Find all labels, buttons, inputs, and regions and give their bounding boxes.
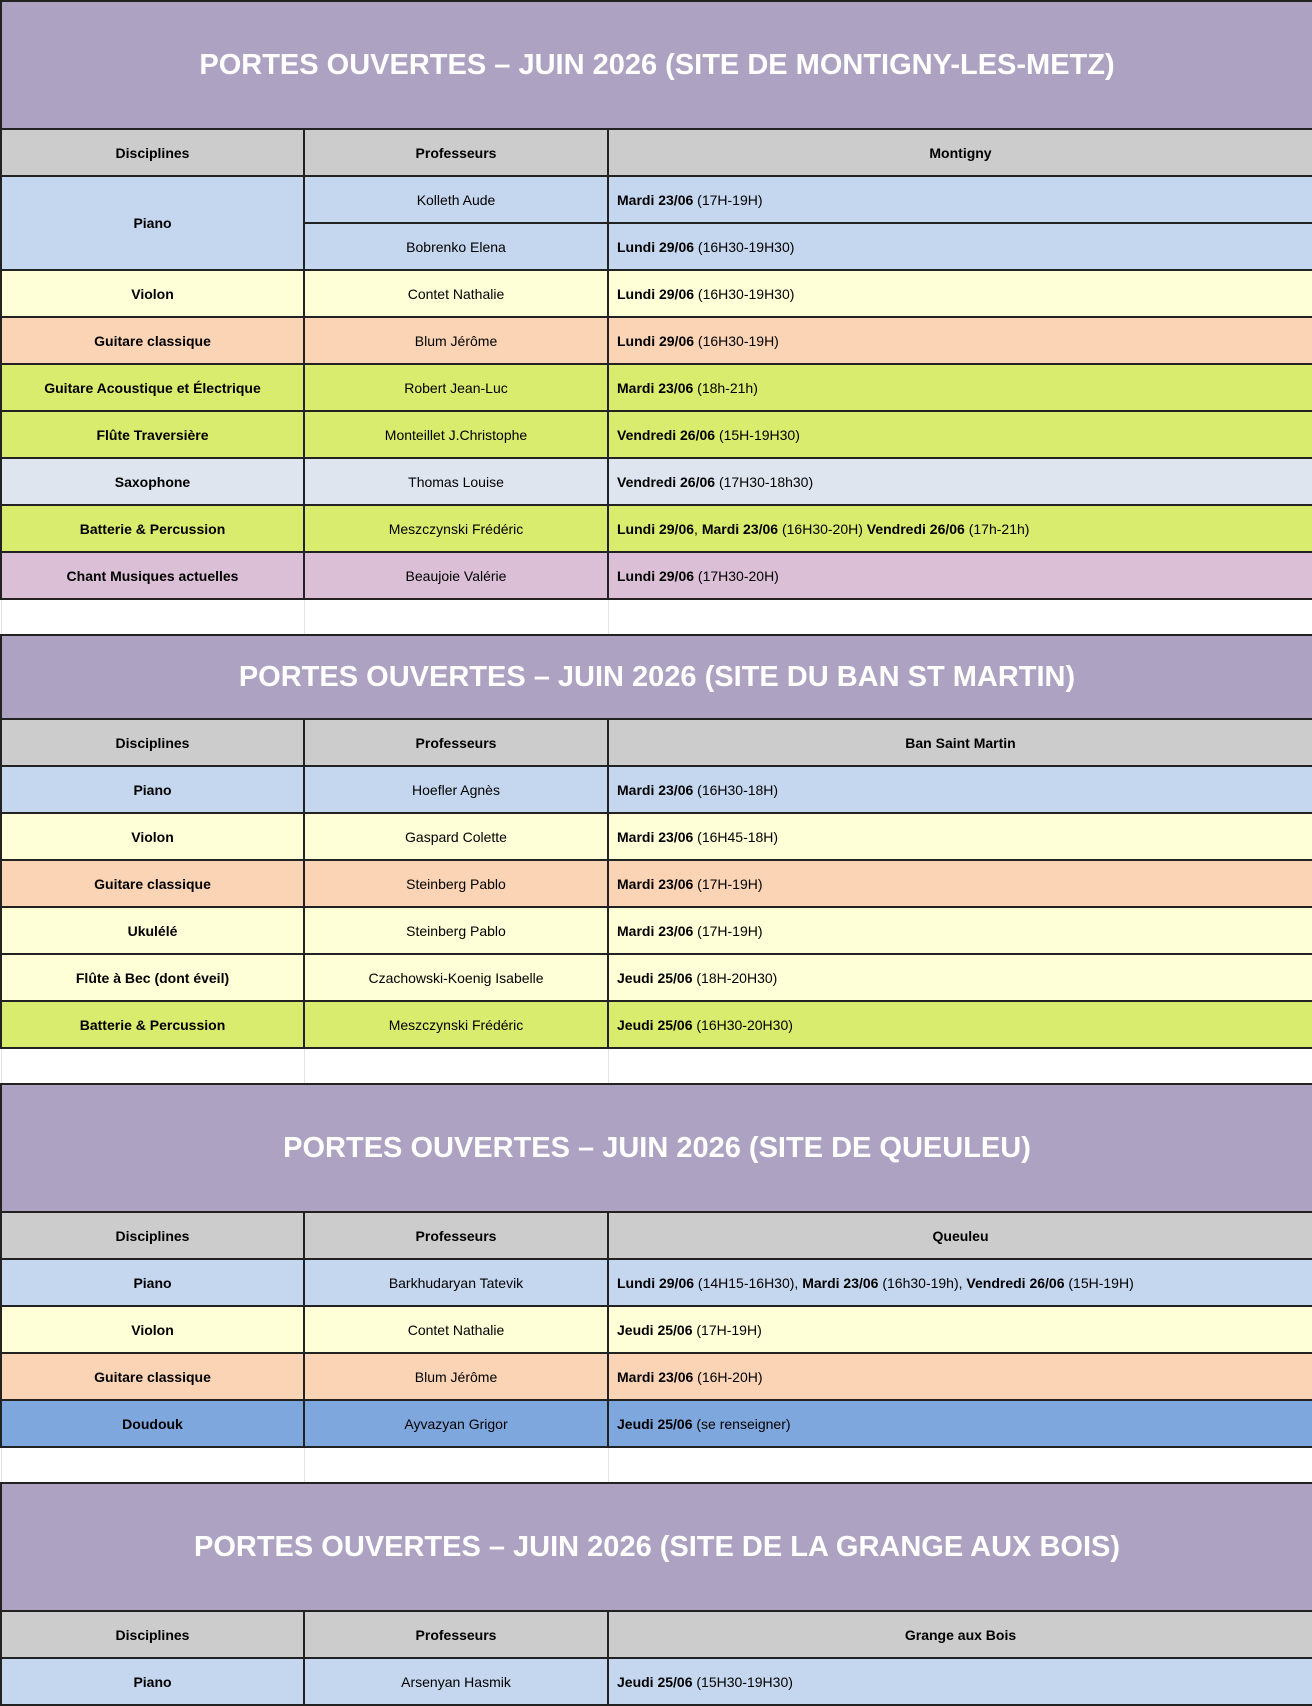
date-label: Jeudi 25/06	[617, 1673, 693, 1690]
professor-cell: Blum Jérôme	[304, 1353, 608, 1400]
spacer-row	[1, 1447, 1312, 1482]
table-row	[1, 813, 1312, 860]
discipline-cell: Piano	[1, 1259, 304, 1306]
discipline-cell: Guitare classique	[1, 317, 304, 364]
discipline-cell: Piano	[1, 1658, 304, 1705]
date-label: Lundi 29/06	[617, 332, 695, 349]
column-header-professeurs: Professeurs	[304, 1611, 608, 1658]
section-title: PORTES OUVERTES – JUIN 2026 (SITE DE MONTIGNY-LES-METZ)	[1, 1, 1312, 129]
date-label: Vendredi 26/06	[866, 520, 965, 537]
time-range: (15H-19H30)	[715, 426, 800, 443]
time-range: (17H-19H)	[693, 922, 763, 939]
table-row	[1, 317, 1312, 364]
date-label: Lundi 29/06	[617, 520, 695, 537]
professor-cell: Barkhudaryan Tatevik	[304, 1259, 608, 1306]
time-range: (14H15-16H30),	[694, 1274, 803, 1291]
time-range: (17H30-18h30)	[715, 473, 814, 490]
time-range: (16h30-19h),	[878, 1274, 967, 1291]
date-label: Vendredi 26/06	[617, 473, 716, 490]
discipline-cell: Violon	[1, 270, 304, 317]
table-row	[1, 907, 1312, 954]
discipline-cell: Batterie & Percussion	[1, 1001, 304, 1048]
date-label: Mardi 23/06	[617, 828, 694, 845]
table-row	[1, 176, 1312, 223]
professor-cell: Meszczynski Frédéric	[304, 505, 608, 552]
dates-cell	[608, 270, 1312, 317]
dates-cell	[608, 860, 1312, 907]
dates-cell	[608, 1353, 1312, 1400]
time-range: (17h-21h)	[964, 520, 1030, 537]
time-range: (16H30-19H)	[694, 332, 779, 349]
dates-cell	[608, 552, 1312, 599]
date-label: Mardi 23/06	[617, 1368, 694, 1385]
professor-cell: Contet Nathalie	[304, 1306, 608, 1353]
professor-cell: Steinberg Pablo	[304, 907, 608, 954]
table-row	[1, 954, 1312, 1001]
professor-cell: Ayvazyan Grigor	[304, 1400, 608, 1447]
time-range: (18H-20H30)	[692, 969, 778, 986]
date-label: Mardi 23/06	[617, 379, 694, 396]
dates-cell	[608, 317, 1312, 364]
professor-cell: Bobrenko Elena	[304, 223, 608, 270]
discipline-cell: Guitare Acoustique et Électrique	[1, 364, 304, 411]
section-montigny	[0, 0, 1312, 634]
discipline-cell: Flûte Traversière	[1, 411, 304, 458]
date-label: Lundi 29/06	[617, 567, 695, 584]
section-title: PORTES OUVERTES – JUIN 2026 (SITE DE QUEULEU)	[1, 1084, 1312, 1212]
discipline-cell: Piano	[1, 176, 304, 270]
professor-cell: Hoefler Agnès	[304, 766, 608, 813]
column-header-professeurs: Professeurs	[304, 1212, 608, 1259]
dates-cell	[608, 458, 1312, 505]
date-label: Mardi 23/06	[617, 781, 694, 798]
table-row	[1, 1353, 1312, 1400]
dates-cell	[608, 1259, 1312, 1306]
date-label: Jeudi 25/06	[617, 1321, 693, 1338]
discipline-cell: Guitare classique	[1, 860, 304, 907]
discipline-cell: Flûte à Bec (dont éveil)	[1, 954, 304, 1001]
table-row	[1, 270, 1312, 317]
date-label: Vendredi 26/06	[966, 1274, 1065, 1291]
date-label: Mardi 23/06	[617, 922, 694, 939]
dates-cell	[608, 505, 1312, 552]
date-label: Jeudi 25/06	[617, 1415, 693, 1432]
section-title: PORTES OUVERTES – JUIN 2026 (SITE DU BAN ST MARTIN)	[1, 635, 1312, 719]
spacer-row	[1, 1048, 1312, 1083]
time-range: (16H-20H)	[693, 1368, 763, 1385]
professor-cell: Czachowski-Koenig Isabelle	[304, 954, 608, 1001]
discipline-cell: Saxophone	[1, 458, 304, 505]
table-row	[1, 860, 1312, 907]
table-row	[1, 364, 1312, 411]
discipline-cell: Ukulélé	[1, 907, 304, 954]
dates-cell	[608, 364, 1312, 411]
time-range: (17H-19H)	[693, 875, 763, 892]
table-row	[1, 1306, 1312, 1353]
column-header-site: Montigny	[608, 129, 1312, 176]
date-label: Lundi 29/06	[617, 238, 695, 255]
time-range: (17H-19H)	[692, 1321, 762, 1338]
professor-cell: Gaspard Colette	[304, 813, 608, 860]
table-row	[1, 1400, 1312, 1447]
table-row	[1, 458, 1312, 505]
time-range: (16H30-19H30)	[694, 238, 795, 255]
discipline-cell: Batterie & Percussion	[1, 505, 304, 552]
table-row	[1, 1658, 1312, 1705]
column-header-disciplines: Disciplines	[1, 129, 304, 176]
time-range: (15H-19H)	[1064, 1274, 1134, 1291]
dates-cell	[608, 223, 1312, 270]
column-header-disciplines: Disciplines	[1, 1611, 304, 1658]
discipline-cell: Piano	[1, 766, 304, 813]
time-range: (16H45-18H)	[693, 828, 779, 845]
professor-cell: Beaujoie Valérie	[304, 552, 608, 599]
date-label: Jeudi 25/06	[617, 1016, 693, 1033]
dates-cell	[608, 176, 1312, 223]
discipline-cell: Doudouk	[1, 1400, 304, 1447]
table-row	[1, 1001, 1312, 1048]
time-range: (17H30-20H)	[694, 567, 779, 584]
time-range: (16H30-20H30)	[692, 1016, 793, 1033]
time-range: (16H30-19H30)	[694, 285, 795, 302]
professor-cell: Steinberg Pablo	[304, 860, 608, 907]
time-range: (15H30-19H30)	[692, 1673, 793, 1690]
professor-cell: Meszczynski Frédéric	[304, 1001, 608, 1048]
date-label: Lundi 29/06	[617, 1274, 695, 1291]
time-range: ,	[694, 520, 702, 537]
column-header-site: Ban Saint Martin	[608, 719, 1312, 766]
dates-cell	[608, 1658, 1312, 1705]
dates-cell	[608, 1001, 1312, 1048]
date-label: Jeudi 25/06	[617, 969, 693, 986]
column-header-site: Grange aux Bois	[608, 1611, 1312, 1658]
section-queuleu	[0, 1083, 1312, 1482]
section-title: PORTES OUVERTES – JUIN 2026 (SITE DE LA GRANGE AUX BOIS)	[1, 1483, 1312, 1611]
professor-cell: Contet Nathalie	[304, 270, 608, 317]
table-row	[1, 766, 1312, 813]
spacer-row	[1, 599, 1312, 634]
column-header-professeurs: Professeurs	[304, 129, 608, 176]
date-label: Mardi 23/06	[617, 875, 694, 892]
column-header-professeurs: Professeurs	[304, 719, 608, 766]
date-label: Mardi 23/06	[617, 191, 694, 208]
professor-cell: Robert Jean-Luc	[304, 364, 608, 411]
date-label: Lundi 29/06	[617, 285, 695, 302]
table-row	[1, 505, 1312, 552]
time-range: (16H30-20H)	[778, 520, 867, 537]
time-range: (17H-19H)	[693, 191, 763, 208]
column-header-site: Queuleu	[608, 1212, 1312, 1259]
section-grange-aux-bois	[0, 1482, 1312, 1706]
professor-cell: Arsenyan Hasmik	[304, 1658, 608, 1705]
column-header-disciplines: Disciplines	[1, 1212, 304, 1259]
time-range: (18h-21h)	[693, 379, 758, 396]
professor-cell: Blum Jérôme	[304, 317, 608, 364]
dates-cell	[608, 411, 1312, 458]
dates-cell	[608, 907, 1312, 954]
dates-cell	[608, 954, 1312, 1001]
column-header-disciplines: Disciplines	[1, 719, 304, 766]
date-label: Mardi 23/06	[701, 520, 779, 537]
section-ban-saint-martin	[0, 634, 1312, 1083]
time-range: (16H30-18H)	[693, 781, 779, 798]
discipline-cell: Violon	[1, 813, 304, 860]
date-label: Mardi 23/06	[802, 1274, 879, 1291]
professor-cell: Kolleth Aude	[304, 176, 608, 223]
dates-cell	[608, 1306, 1312, 1353]
dates-cell	[608, 1400, 1312, 1447]
discipline-cell: Chant Musiques actuelles	[1, 552, 304, 599]
table-row	[1, 1259, 1312, 1306]
professor-cell: Monteillet J.Christophe	[304, 411, 608, 458]
time-range: (se renseigner)	[692, 1415, 791, 1432]
dates-cell	[608, 766, 1312, 813]
professor-cell: Thomas Louise	[304, 458, 608, 505]
table-row	[1, 552, 1312, 599]
discipline-cell: Violon	[1, 1306, 304, 1353]
date-label: Vendredi 26/06	[617, 426, 716, 443]
discipline-cell: Guitare classique	[1, 1353, 304, 1400]
table-row	[1, 411, 1312, 458]
dates-cell	[608, 813, 1312, 860]
